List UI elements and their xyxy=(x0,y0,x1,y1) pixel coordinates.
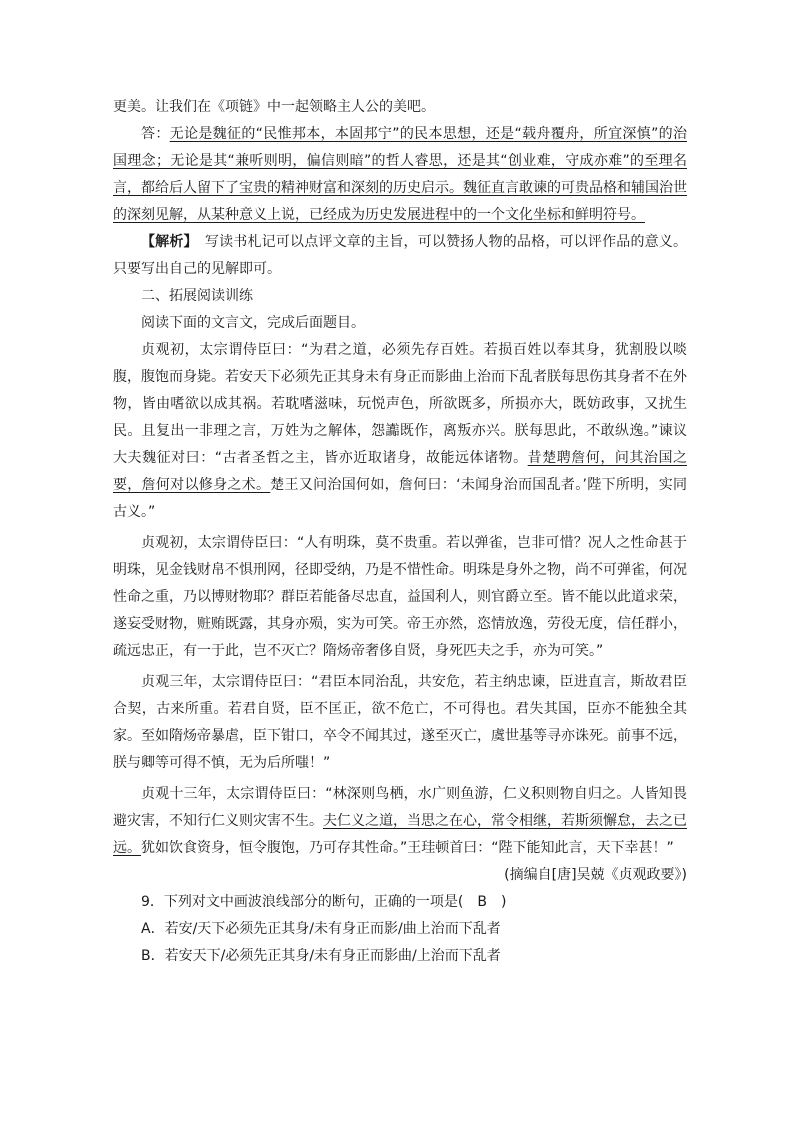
section-title: 二、拓展阅读训练 xyxy=(141,288,253,304)
document-content xyxy=(113,94,687,970)
question-stem: 9．下列对文中画波浪线部分的断句，正确的一项是( B ) xyxy=(141,894,507,910)
analysis-text: 写读书札记可以点评文章的主旨，可以赞扬人物的品格，可以评作品的意义。只要写出自己的见解即可。 xyxy=(113,234,688,277)
classical-paragraph-2: 贞观初，太宗谓侍臣曰：“人有明珠，莫不贵重。若以弹雀，岂非可惜？况人之性命甚于明珠，见金钱财帛不惧刑网，径即受纳，乃是不惜性命。明珠是身外之物，尚不可弹雀，何况性命之重，乃以博财物耶？群臣若能备尽忠直，益国利人，则官爵立至。皆不能以此道求荣，遂妄受财物，赃贿既露，其身亦殒，实为可笑。帝王亦然，恣情放逸，劳役无度，信任群小，疏远忠正，有一于此，岂不灭亡？隋炀帝奢侈自贤，身死匹夫之手，亦为可笑。” xyxy=(113,535,687,659)
classical-paragraph-4 xyxy=(113,781,687,862)
para4-underlined-sentence: 夫仁义之道，当思之在心，常令相继，若斯须懈怠，去之已远。 xyxy=(113,813,687,856)
para4-part-a: 贞观十三年，太宗谓侍臣曰：“林深则鸟栖，水广则鱼游，仁义积则物自归之。人皆知畏避灾害，不知行仁义则灾害不生。 xyxy=(113,786,687,829)
para1-part-e: 楚王又问治国何如，詹何曰：‘未闻身治而国乱者。’陛下所明，实同古义。” xyxy=(113,477,687,520)
intro-paragraph-tail: 更美。让我们在《项链》中一起领略主人公的美吧。 xyxy=(113,99,435,115)
para1-underlined-sentence: 昔楚聘詹何，问其治国之要，詹何对以修身之术。 xyxy=(113,450,687,493)
answer-label: 答： xyxy=(141,126,170,142)
analysis-label: 【解析】 xyxy=(141,234,191,250)
classical-paragraph-1 xyxy=(113,337,687,526)
source-citation: (摘编自[唐]吴兢《贞观政要》) xyxy=(504,867,687,883)
para1-wavy-sentence: 若安天下必须先正其身未有身正而影曲上治而下乱者 xyxy=(225,369,547,385)
question-option-a: A．若安/天下必须先正其身/未有身正而影/曲上治而下乱者 xyxy=(141,921,501,937)
para4-part-c: 犹如饮食资身，恒令腹饱，乃可存其性命。”王珪顿首曰：“陛下能知此言，天下幸甚！” xyxy=(141,840,674,856)
para1-part-a: 贞观初，太宗谓侍臣曰：“为君之道，必须先存百姓。若损百姓以奉其身，犹割股以啖腹，腹饱而身毙。 xyxy=(113,342,687,385)
reading-instruction: 阅读下面的文言文，完成后面题目。 xyxy=(141,315,365,331)
para1-part-c: 朕每思伤其身者不在外物，皆由嗜欲以成其祸。若耽嗜滋味，玩悦声色，所欲既多，所损亦大，既妨政事，又扰生民。且复出一非理之言，万姓为之解体，怨讟既作，离叛亦兴。朕每思此，不敢纵逸。”谏议大夫魏征对曰：“古者圣哲之主，皆亦近取诸身，故能远体诸物。 xyxy=(113,369,687,466)
classical-paragraph-3: 贞观三年，太宗谓侍臣曰：“君臣本同治乱，共安危，若主纳忠谏，臣进直言，斯故君臣合契，古来所重。若君自贤，臣不匡正，欲不危亡，不可得也。君失其国，臣亦不能独全其家。至如隋炀帝暴虐，臣下钳口，卒令不闻其过，遂至灭亡，虞世基等寻亦诛死。前事不远，朕与卿等可得不慎，无为后所嗤！” xyxy=(113,674,687,771)
analysis-paragraph xyxy=(113,229,687,283)
answer-text: 无论是魏征的“民惟邦本，本固邦宁”的民本思想，还是“载舟覆舟，所宜深慎”的治国理念；无论是其“兼听则明，偏信则暗”的哲人睿思，还是其“创业难，守成亦难”的至理名言，都给后人留下了宝贵的精神财富和深刻的历史启示。魏征直言敢谏的可贵品格和辅国治世的深刻见解，从某种意义上说，已经成为历史发展进程中的一个文化坐标和鲜明符号。 xyxy=(113,126,688,223)
question-option-b: B．若安天下/必须先正其身/未有身正而影曲/上治而下乱者 xyxy=(141,948,501,964)
answer-paragraph xyxy=(113,121,687,229)
